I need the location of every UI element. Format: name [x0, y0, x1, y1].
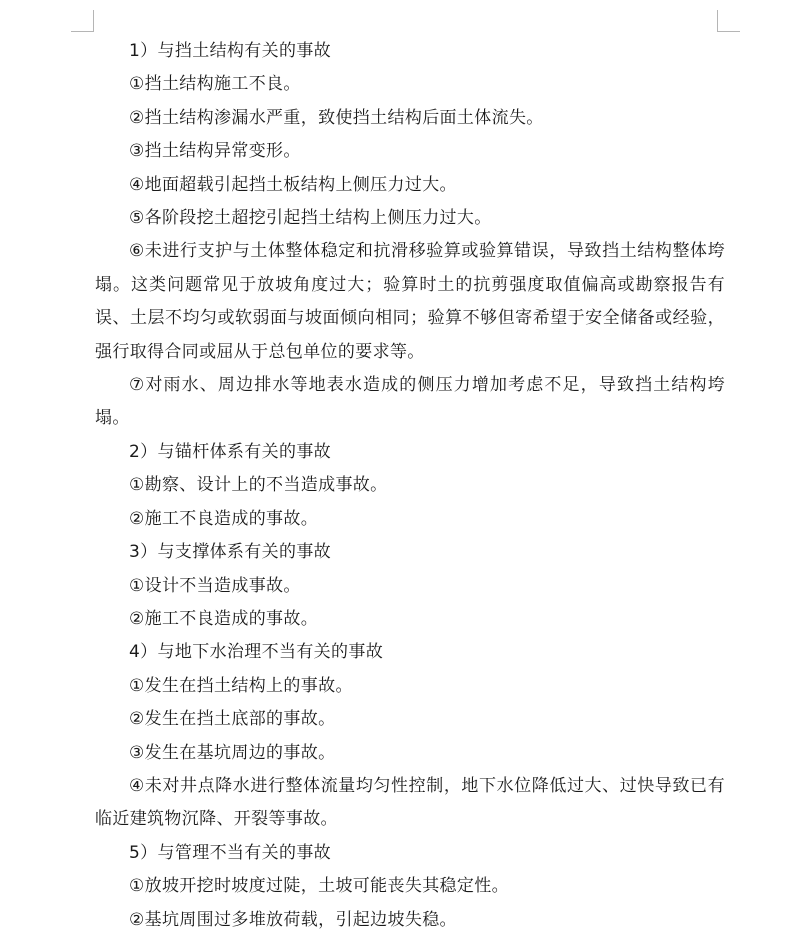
- paragraph-1-item-3: ③挡土结构异常变形。: [129, 141, 301, 162]
- paragraph-5-item-1: ①放坡开挖时坡度过陡，土坡可能丧失其稳定性。: [129, 876, 509, 897]
- document-body: [95, 35, 725, 937]
- paragraph-5-heading: 5）与管理不当有关的事故: [129, 842, 332, 863]
- paragraph-4-item-3: ③发生在基坑周边的事故。: [129, 742, 336, 763]
- crop-mark-top-left-horizontal: [71, 31, 94, 32]
- paragraph-4-item-2: ②发生在挡土底部的事故。: [129, 709, 336, 730]
- paragraph-4-heading: 4）与地下水治理不当有关的事故: [129, 642, 384, 663]
- paragraph-3-heading: 3）与支撑体系有关的事故: [129, 542, 332, 563]
- crop-mark-top-right-horizontal: [717, 31, 740, 32]
- crop-mark-top-right-vertical: [717, 10, 718, 32]
- paragraph-1-item-7: ⑦对雨水、周边排水等地表水造成的侧压力增加考虑不足，导致挡土结构垮塌。: [95, 375, 725, 429]
- paragraph-1-item-2: ②挡土结构渗漏水严重，致使挡土结构后面土体流失。: [129, 107, 544, 128]
- paragraph-4-item-1: ①发生在挡土结构上的事故。: [129, 675, 353, 696]
- paragraph-1-heading: 1）与挡土结构有关的事故: [129, 41, 332, 61]
- paragraph-3-item-2: ②施工不良造成的事故。: [129, 608, 319, 629]
- paragraph-4-item-4: ④未对井点降水进行整体流量均匀性控制，地下水位降低过大、过快导致已有临近建筑物沉降、开裂等事故。: [95, 775, 725, 830]
- paragraph-2-item-1: ①勘察、设计上的不当造成事故。: [129, 475, 388, 496]
- paragraph-2-item-2: ②施工不良造成的事故。: [129, 508, 319, 529]
- paragraph-5-item-2: ②基坑周围过多堆放荷载，引起边坡失稳。: [129, 909, 457, 930]
- paragraph-1-item-5: ⑤各阶段挖土超挖引起挡土结构上侧压力过大。: [129, 208, 492, 229]
- paragraph-1-item-1: ①挡土结构施工不良。: [129, 74, 301, 95]
- crop-mark-top-left-vertical: [93, 10, 94, 32]
- paragraph-1-item-4: ④地面超载引起挡土板结构上侧压力过大。: [129, 174, 457, 195]
- paragraph-3-item-1: ①设计不当造成事故。: [129, 575, 301, 596]
- paragraph-1-item-6: ⑥未进行支护与土体整体稳定和抗滑移验算或验算错误，导致挡土结构整体垮塌。这类问题常见于放坡角度过大；验算时土的抗剪强度取值偏高或勘察报告有误、土层不均匀或软弱面与坡面倾向相同；验算不够但寄希望于安全储备或经验，强行取得合同或屈从于总包单位的要求等。: [95, 241, 725, 362]
- paragraph-2-heading: 2）与锚杆体系有关的事故: [129, 441, 332, 462]
